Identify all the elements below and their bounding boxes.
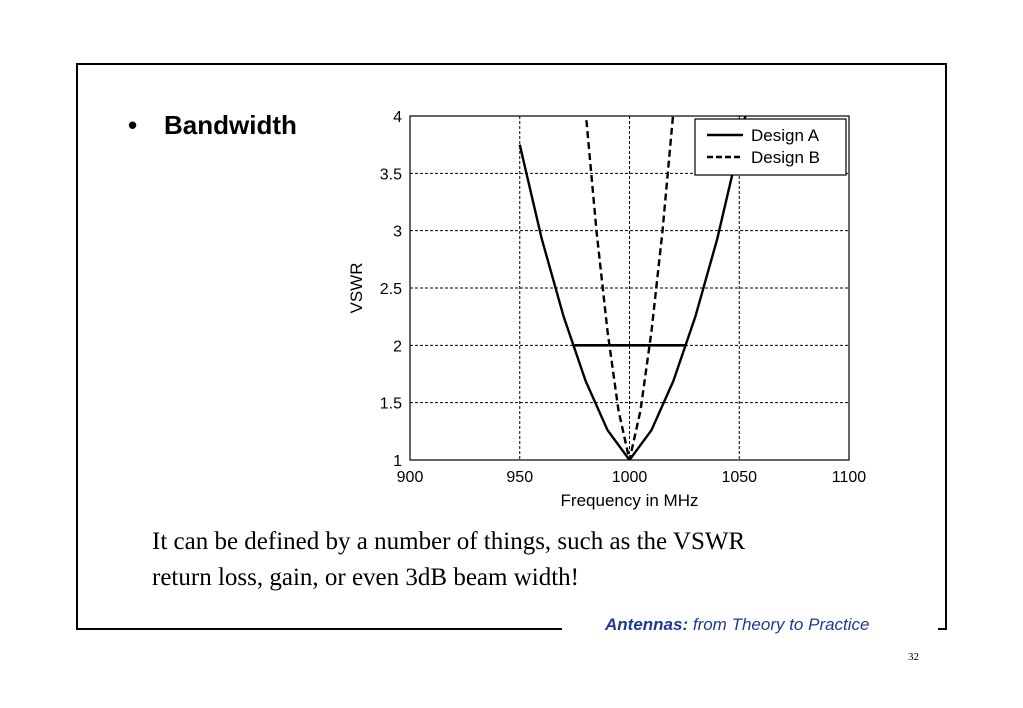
body-text [152,524,932,596]
bullet-icon: • [128,110,138,140]
slide-frame-bottom-stub [938,628,947,630]
slide-frame-bottom [76,628,562,630]
x-tick-label: 900 [396,469,424,486]
y-tick-label: 3.5 [379,166,402,184]
slide-frame-right [945,63,947,628]
y-tick-label: 4 [393,109,402,126]
vswr-chart [330,100,890,520]
footer-subtitle: from Theory to Practice [688,615,870,634]
x-tick-label: 1050 [721,469,758,486]
bullet-heading [128,110,297,141]
y-tick-label: 2 [393,338,402,356]
legend-label: Design B [751,148,820,167]
x-tick-label: 950 [506,469,534,486]
y-tick-label: 1.5 [379,395,402,413]
y-tick-label: 3 [393,223,402,241]
x-tick-label: 1000 [611,469,648,486]
body-line-1: It can be defined by a number of things, such as the VSWR [152,528,746,555]
y-tick-label: 1 [393,453,402,470]
slide-frame-top [76,63,947,65]
y-tick-label: 2.5 [379,281,402,298]
x-axis-label: Frequency in MHz [560,491,699,510]
bullet-heading-text: Bandwidth [164,110,297,140]
footer-citation [605,615,870,635]
body-line-2: return loss, gain, or even 3dB beam width! [152,564,579,591]
slide-frame-left [76,63,78,630]
legend-label: Design A [751,126,820,145]
footer-book-title: Antennas: [605,615,689,634]
y-axis-label: VSWR [347,262,366,314]
x-tick-label: 1100 [831,469,867,486]
page-number: 32 [908,651,919,663]
